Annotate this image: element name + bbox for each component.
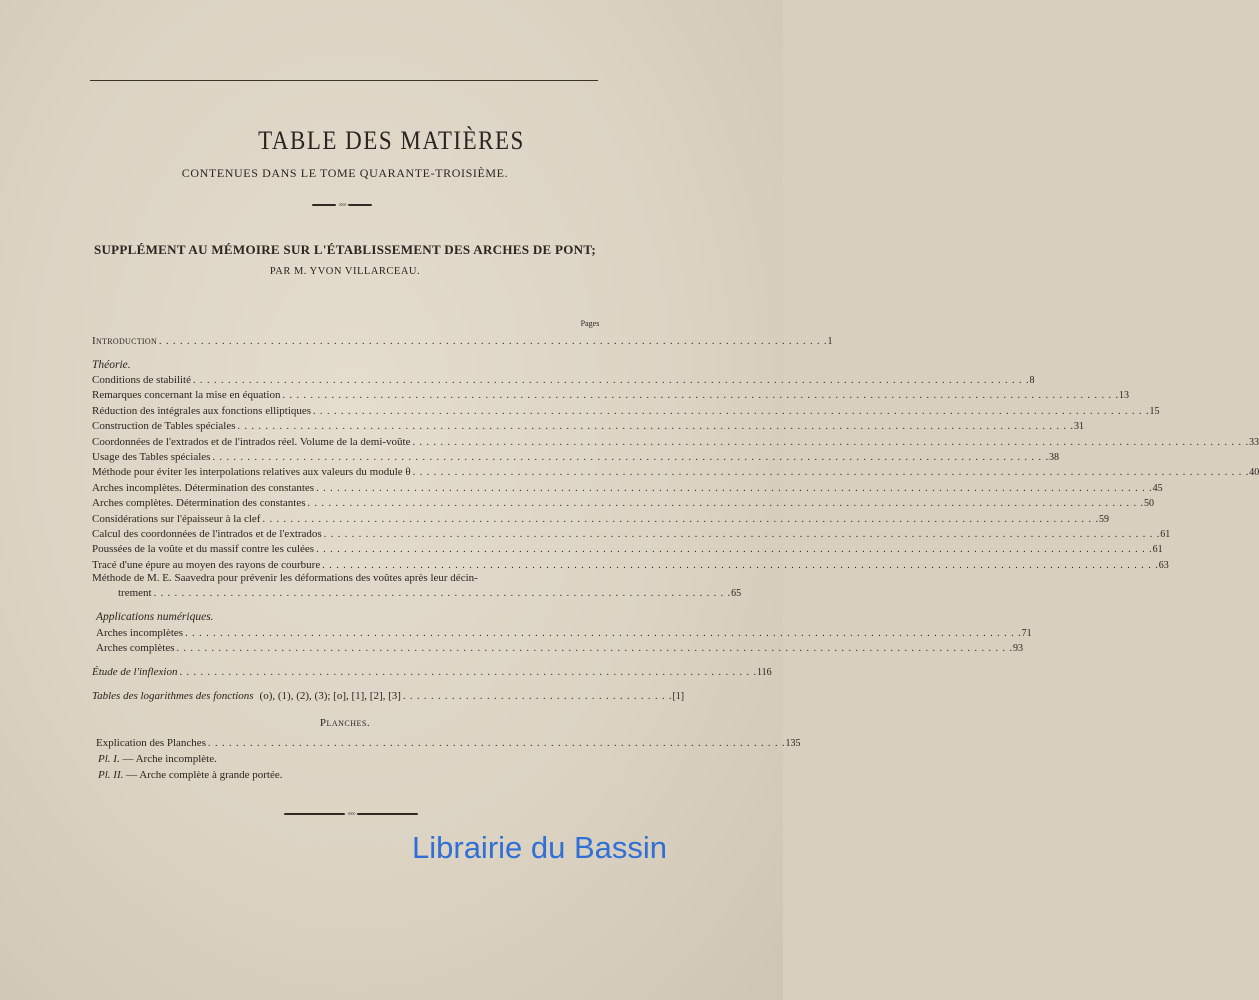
toc-entry-label: Conditions de stabilité	[92, 374, 191, 386]
toc-entry-saavedra	[118, 585, 742, 600]
leader-dots: . . . . . . . . . . . . . . . . . . . . . . . . . . . . . . . . . . . . . . . . . . . . . . . . . . . . . . . . . . . . . . . . . . . . . . . . . . . . . . . . . . . . . . . . . . . . . . . . . . . . . . . . . . . . . . . . . . . . . . . .	[282, 390, 1119, 402]
toc-entry-page: 59	[1098, 513, 1109, 525]
toc-entry-page: 45	[1152, 482, 1163, 494]
toc-entry-label: Arches complètes. Détermination des constantes	[92, 497, 306, 510]
toc-entry	[92, 449, 1059, 464]
toc-entry-page: 50	[1144, 498, 1155, 510]
toc-entry-label: Méthode pour éviter les interpolations relatives aux valeurs du module θ	[92, 466, 411, 479]
toc-entry-label: Réduction des intégrales aux fonctions elliptiques	[92, 404, 312, 417]
toc-entry	[92, 557, 1169, 572]
toc-entry	[92, 434, 1259, 449]
toc-entry	[92, 495, 1155, 510]
leader-dots: . . . . . . . . . . . . . . . . . . . . . . . . . . . . . . . . . . . . . . . . . . . . . . . . . . . . . . . . . . . . . . . . . . . . . . . . . . . . . . . . . . . . . . . . . . . . . . . . . . . . . . . . . . . . . . . . . . . . . . . .	[307, 498, 1145, 510]
toc-entry	[96, 640, 1023, 655]
toc-entry-label: Arches complètes	[96, 642, 175, 654]
toc-entry	[92, 464, 1259, 479]
toc-entry-saavedra-line1: Méthode de M. E. Saavedra pour prévenir les déformations des voûtes après leur décin-	[92, 572, 478, 584]
supplement-author: PAR M. YVON VILLARCEAU.	[269, 266, 421, 277]
toc-entry-label: Explication des Planches	[96, 737, 206, 749]
toc-entry-label: Considérations sur l'épaisseur à la clef	[92, 512, 261, 525]
toc-entry-label: Arches incomplètes. Détermination des constantes	[92, 481, 315, 494]
toc-entry-page: 71	[1021, 628, 1032, 639]
toc-entry-page: 15	[1149, 405, 1160, 417]
top-rule	[90, 80, 598, 81]
toc-entry-label: Usage des Tables spéciales	[92, 451, 211, 463]
leader-dots: . . . . . . . . . . . . . . . . . . . . . . . . . . . . . . . . . . . . . . . . . . . . . . . . . . . . . . . . . . . . . . . . . . . . . . . . . . . . . . . . . . . . . . . . . . . . . . . . . . . . . . . . . . . . . . . . . . . . . . . .	[237, 421, 1075, 433]
toc-entry-tables	[92, 688, 685, 703]
toc-entry-label: Construction de Tables spéciales	[92, 420, 236, 433]
leader-dots: . . . . . . . . . . . . . . . . . . . . . . . . . . . . . . . . . . . . . . . . . . . . . . . . . . . . . . . . . . . . . . . . . . . . . . . . . . . . . . . . . . .	[207, 738, 786, 749]
toc-entry-page: 1	[827, 336, 833, 347]
toc-entry-label-args: (o), (1), (2), (3); [o], [1], [2], [3]	[259, 690, 401, 702]
toc-entry-label: Arches incomplètes	[96, 627, 184, 639]
supplement-title: SUPPLÉMENT AU MÉMOIRE SUR L'ÉTABLISSEMENT DES ARCHES DE PONT;	[93, 242, 597, 257]
section-heading-applications: Applications numériques.	[96, 611, 214, 623]
toc-entry-page: 40	[1249, 467, 1259, 479]
toc-entry-page: 65	[731, 588, 742, 599]
toc-entry-page: 63	[1158, 559, 1169, 571]
toc-entry	[92, 403, 1160, 418]
toc-entry-page: 61	[1152, 544, 1163, 556]
section-heading-theorie: Théorie.	[92, 359, 131, 371]
leader-dots: . . . . . . . . . . . . . . . . . . . . . . . . . . . . . . . . . . . . . . . . . . . . . . . . . . . . . . . . . . . . . . . . . . . . . . . . . . . . . . . . . . . . . . . . . . . . . . . . . . . . . . . . . . . . . . . . . . . . . . . .	[313, 405, 1150, 417]
plate-entry-1	[98, 753, 217, 765]
leader-dots: . . . . . . . . . . . . . . . . . . . . . . . . . . . . . . . . . . . . . . . . . . . . . . . . . . . . . . . . . . . . . . . . . . . . . . . . . . . . . . . . . . . . . . . . . . . . . . . . . . . . . . . . . . . . . . . . . . . . . . . .	[185, 628, 1022, 639]
toc-entry	[92, 372, 1035, 387]
toc-entry	[92, 418, 1085, 433]
seller-watermark: Librairie du Bassin	[412, 830, 668, 865]
toc-entry	[92, 511, 1109, 526]
leader-dots: . . . . . . . . . . . . . . . . . . . . . . . . . . . . . . . . . . . . . . . . . . . . . . . . . . . . . . . . . . . . . . . . . . . . . . . . . . . . . . . . . . .	[153, 588, 732, 599]
toc-entry-label: Remarques concernant la mise en équation	[92, 389, 281, 402]
toc-entry-page: 135	[785, 738, 801, 749]
plate-title: — Arche incomplète.	[122, 753, 217, 765]
toc-entry-label: Poussées de la voûte et du massif contre les culées	[92, 543, 315, 556]
leader-dots: . . . . . . . . . . . . . . . . . . . . . . . . . . . . . . . . . . . . . . . . . . . . . . . . . . . . . . . . . . . . . . . . . . . . . . . . . . . . . . . . . . . . . . . . . . . . . . . . . . . . . . . . . . . . . . . . . . . . . . . .	[316, 544, 1153, 556]
toc-entry-page: 38	[1048, 452, 1059, 463]
leader-dots: . . . . . . . . . . . . . . . . . . . . . . . . . . . . . . . . . . . . . . . . . . . . . . . . . . . . . . . . . . . . . . . . . . . . . . . . . . . . . . . . . . . . . . . . . . . . . . . . . . . . . . . . . . . . . . . . . . . . . . . .	[262, 513, 1099, 525]
toc-entry-page: 31	[1074, 421, 1085, 433]
toc-entry-label: Introduction	[92, 335, 158, 347]
leader-dots: . . . . . . . . . . . . . . . . . . . . . . . . . . . . . . . . . . . . . . . . . . . . . . . . . . . . . . . . . . . . . . . . . . . . . . . . . . . . . . . . . . . . . . . . . . . . . . . . . . . . . . . . . . . . . . . . . . . . . . . .	[193, 375, 1030, 386]
toc-entry-page: 93	[1013, 643, 1023, 654]
toc-entry-label: Étude de l'inflexion	[92, 666, 178, 678]
toc-entry-introduction	[92, 333, 833, 348]
leader-dots: . . . . . . . . . . . . . . . . . . . . . . . . . . . . . . . . . . . . . . . . . . . . . . . . . . . . . . . . . . . . . . . . . . . . . . . . . . . . . . . . . . . . . . . . . . . . . . . . . . . . . . . . . . . . . . . . . . . . . . . .	[412, 436, 1250, 448]
leader-dots: . . . . . . . . . . . . . . . . . . . . . . . . . . . . . . . . . . . . . . . . . . . . . . . . . . . . . . . . . . . . . . . . . . . . . . . . . . . . . . . . . . . . . . . . . . . . . . . . . . . . . . . . . . . . . . . . . . . . . . . .	[316, 482, 1153, 494]
toc-entry-page: 13	[1118, 390, 1129, 402]
pages-column-header: Pages	[580, 319, 600, 328]
plate-number: Pl. I.	[98, 753, 120, 765]
toc-entry	[92, 526, 1171, 541]
page-subtitle: CONTENUES DANS LE TOME QUARANTE-TROISIÈME.	[181, 166, 509, 180]
toc-entry	[92, 480, 1163, 495]
plate-entry-2	[98, 769, 282, 781]
toc-entry-explication	[96, 735, 801, 750]
leader-dots: . . . . . . . . . . . . . . . . . . . . . . . . . . . . . . . . . . . . . . . . . . . . . . . . . . . . . . . . . . . . . . . . . . . . . . . . . . . . . . . . . . . . . . . . . . . . . . . . . . . . . . . . . . . . . . . . . . . . . . . .	[322, 559, 1159, 571]
leader-dots: . . . . . . . . . . . . . . . . . . . . . . . . . . . . . . . . . . . . . . . . . . . . . . . . . . . . . . . . . . . . . . . . . . . . . . . . . . . . . . . . . . . . . . . . . . . . . . . .	[159, 336, 828, 347]
toc-entry-page: 8	[1029, 375, 1035, 386]
ornament-divider: ◦◦◦◦	[312, 201, 372, 209]
ornament-divider-bottom: ◦◦◦◦	[284, 810, 418, 818]
page-title: TABLE DES MATIÈRES	[258, 126, 525, 155]
leader-dots: . . . . . . . . . . . . . . . . . . . . . . . . . . . . . . . . . . . . . . . . . . . . . . . . . . . . . . . . . . . . . . . . . . . . . . . . . . . . . . . . . . . . . . . . . . . . . . . . . . . . . . . . . . . . . . . . . . . . . . . .	[323, 529, 1161, 540]
toc-entry-etude	[92, 664, 772, 679]
toc-entry	[92, 387, 1129, 402]
section-heading-planches: Planches.	[319, 717, 371, 729]
toc-entry-page: 33	[1249, 436, 1259, 448]
toc-entry-label: Tracé d'une épure au moyen des rayons de courbure	[92, 558, 321, 571]
toc-entry-label: trement	[118, 587, 152, 599]
leader-dots: . . . . . . . . . . . . . . . . . . . . . . . . . . . . . . . . . . . . . . .	[402, 691, 673, 702]
leader-dots: . . . . . . . . . . . . . . . . . . . . . . . . . . . . . . . . . . . . . . . . . . . . . . . . . . . . . . . . . . . . . . . . . . . . . . . . . . . . . . . . . . . . . . . . . . . . . . . . . . . . . . . . . . . . . . . . . . . . . . . .	[212, 452, 1049, 463]
toc-entry-label: Calcul des coordonnées de l'intrados et de l'extrados	[92, 528, 322, 540]
leader-dots: . . . . . . . . . . . . . . . . . . . . . . . . . . . . . . . . . . . . . . . . . . . . . . . . . . . . . . . . . . . . . . . . . . . . . . . . . . . . . . . . . . . . . . . . . . . . . . . . . . . . . . . . . . . . . . . . . . . . . . . .	[176, 643, 1013, 654]
toc-entry-page: 116	[756, 667, 772, 678]
plate-title: — Arche complète à grande portée.	[126, 769, 283, 781]
toc-entry-page: [1]	[672, 691, 685, 702]
toc-entry-page: 61	[1160, 529, 1171, 540]
toc-entry-label: Coordonnées de l'extrados et de l'intrados réel. Volume de la demi-voûte	[92, 435, 411, 448]
leader-dots: . . . . . . . . . . . . . . . . . . . . . . . . . . . . . . . . . . . . . . . . . . . . . . . . . . . . . . . . . . . . . . . . . . . . . . . . . . . . . . . . . . .	[179, 667, 757, 678]
toc-entry	[92, 541, 1163, 556]
plate-number: Pl. II.	[98, 769, 124, 781]
toc-entry-label: Tables des logarithmes des fonctions	[92, 690, 254, 702]
leader-dots: . . . . . . . . . . . . . . . . . . . . . . . . . . . . . . . . . . . . . . . . . . . . . . . . . . . . . . . . . . . . . . . . . . . . . . . . . . . . . . . . . . . . . . . . . . . . . . . . . . . . . . . . . . . . . . . . . . . . . . . .	[412, 467, 1250, 479]
toc-entry	[96, 625, 1032, 640]
